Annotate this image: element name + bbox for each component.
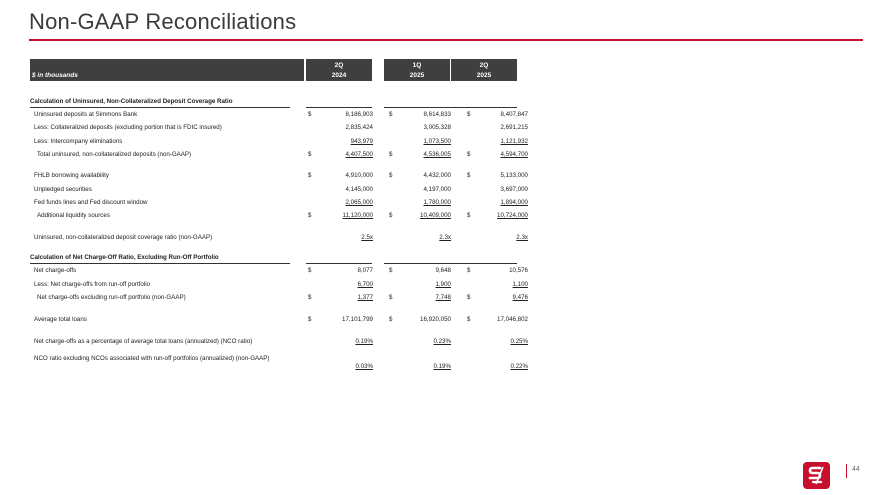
value-cell <box>308 137 373 147</box>
row-label: Net charge-offs excluding run-off portfolio (non-GAAP) <box>37 294 186 301</box>
row-label: Unpledged securities <box>34 186 92 193</box>
currency-symbol: $ <box>389 294 393 301</box>
cell-value: 2,065,000 <box>345 199 373 206</box>
section-underline <box>30 107 290 108</box>
table-row <box>30 315 528 325</box>
currency-symbol: $ <box>389 151 393 158</box>
value-cell <box>389 123 451 133</box>
value-cell <box>308 280 373 290</box>
row-label: Less: Intercompany eliminations <box>34 138 123 145</box>
value-cell <box>389 363 451 373</box>
currency-symbol: $ <box>389 172 393 179</box>
section-title: Calculation of Uninsured, Non-Collateralized Deposit Coverage Ratio <box>30 98 233 105</box>
value-cell <box>389 233 451 243</box>
column-header-quarter: 2Q <box>479 62 489 69</box>
value-cell <box>467 233 528 243</box>
value-cell <box>467 266 528 276</box>
cell-value: 4,536,005 <box>423 151 451 158</box>
currency-symbol: $ <box>308 151 312 158</box>
value-cell <box>308 266 373 276</box>
page-number-divider <box>846 464 847 478</box>
section-underline <box>30 263 290 264</box>
cell-value: 0.22% <box>510 363 528 370</box>
cell-value: 1,073,500 <box>423 138 451 145</box>
value-cell <box>389 211 451 221</box>
value-cell <box>308 293 373 303</box>
table-row <box>30 280 528 290</box>
table-row <box>30 198 528 208</box>
value-cell <box>389 293 451 303</box>
cell-value: 4,910,000 <box>345 172 373 179</box>
currency-symbol: $ <box>467 172 471 179</box>
table-row <box>30 266 528 276</box>
currency-symbol: $ <box>467 316 471 323</box>
currency-symbol: $ <box>308 294 312 301</box>
cell-value: 3,697,000 <box>500 186 528 193</box>
cell-value: 17,046,802 <box>497 316 528 323</box>
value-cell <box>467 280 528 290</box>
value-cell <box>308 150 373 160</box>
value-cell <box>308 315 373 325</box>
section-underline <box>384 107 517 108</box>
table-row <box>30 137 528 147</box>
value-cell <box>467 110 528 120</box>
cell-value: 1,780,000 <box>423 199 451 206</box>
cell-value: 1,894,000 <box>500 199 528 206</box>
section-title-row <box>30 97 518 107</box>
title-divider <box>29 39 863 41</box>
section-title-row <box>30 253 518 263</box>
cell-value: 2,835,424 <box>345 124 373 131</box>
section-underline <box>306 107 372 108</box>
value-cell <box>308 337 373 347</box>
page-title: Non-GAAP Reconciliations <box>29 9 297 34</box>
currency-symbol: $ <box>467 267 471 274</box>
currency-symbol: $ <box>308 212 312 219</box>
column-header-year: 2025 <box>409 72 425 79</box>
value-cell <box>389 171 451 181</box>
value-cell <box>389 266 451 276</box>
value-cell <box>308 110 373 120</box>
value-cell <box>308 123 373 133</box>
section-title: Calculation of Net Charge-Off Ratio, Excluding Run-Off Portfolio <box>30 254 219 261</box>
value-cell <box>389 137 451 147</box>
table-row <box>30 110 528 120</box>
column-header-2q-2025 <box>451 59 517 81</box>
cell-value: 4,432,000 <box>423 172 451 179</box>
cell-value: 1,900 <box>435 281 451 288</box>
cell-value: 8,407,847 <box>500 111 528 118</box>
cell-value: 2.3x <box>439 234 451 241</box>
cell-value: 4,145,000 <box>345 186 373 193</box>
currency-symbol: $ <box>308 111 312 118</box>
table-header-label-cell <box>30 59 304 81</box>
cell-value: 0.25% <box>510 338 528 345</box>
cell-value: 943,979 <box>350 138 373 145</box>
value-cell <box>467 171 528 181</box>
currency-symbol: $ <box>308 267 312 274</box>
currency-symbol: $ <box>389 212 393 219</box>
table-row <box>30 211 528 221</box>
cell-value: 10,409,000 <box>420 212 451 219</box>
row-label: FHLB borrowing availability <box>34 172 109 179</box>
value-cell <box>467 185 528 195</box>
cell-value: 3,005,328 <box>423 124 451 131</box>
cell-value: 0.23% <box>433 338 451 345</box>
cell-value: 2.3x <box>516 234 528 241</box>
column-header-quarter: 1Q <box>412 62 422 69</box>
value-cell <box>308 198 373 208</box>
cell-value: 0.19% <box>433 363 451 370</box>
column-header-year: 2024 <box>331 72 347 79</box>
cell-value: 4,197,000 <box>423 186 451 193</box>
column-header-quarter: 2Q <box>334 62 344 69</box>
value-cell <box>389 315 451 325</box>
cell-value: 8,186,903 <box>345 111 373 118</box>
cell-value: 17,101,799 <box>342 316 373 323</box>
cell-value: 2,691,215 <box>500 124 528 131</box>
row-label: Uninsured deposits at Simmons Bank <box>34 111 138 118</box>
row-label: Average total loans <box>34 316 87 323</box>
currency-symbol: $ <box>467 151 471 158</box>
currency-symbol: $ <box>467 212 471 219</box>
value-cell <box>467 198 528 208</box>
cell-value: 9,476 <box>512 294 528 301</box>
column-header-2q-2024 <box>306 59 372 81</box>
row-label: NCO ratio excluding NCOs associated with run-off portfolios (annualized) (non-GAAP) <box>34 355 270 362</box>
currency-symbol: $ <box>308 316 312 323</box>
row-label: Uninsured, non-collateralized deposit coverage ratio (non-GAAP) <box>34 234 213 241</box>
row-label: Net charge-offs <box>34 267 77 274</box>
value-cell <box>389 185 451 195</box>
row-label: Net charge-offs as a percentage of average total loans (annualized) (NCO ratio) <box>34 338 253 345</box>
column-header-year: 2025 <box>476 72 492 79</box>
table-row <box>30 293 528 303</box>
value-cell <box>389 150 451 160</box>
cell-value: 10,576 <box>509 267 528 274</box>
table-row <box>30 171 528 181</box>
table-row <box>30 185 528 195</box>
value-cell <box>467 337 528 347</box>
currency-symbol: $ <box>389 267 393 274</box>
cell-value: 1,121,932 <box>500 138 528 145</box>
currency-symbol: $ <box>389 111 393 118</box>
table-row <box>30 150 528 160</box>
row-label: Less: Collateralized deposits (excluding portion that is FDIC insured) <box>34 124 222 131</box>
currency-symbol: $ <box>467 111 471 118</box>
value-cell <box>389 198 451 208</box>
value-cell <box>467 315 528 325</box>
value-cell <box>467 123 528 133</box>
cell-value: 10,724,000 <box>497 212 528 219</box>
currency-symbol: $ <box>467 294 471 301</box>
row-label: Fed funds lines and Fed discount window <box>34 199 148 206</box>
value-cell <box>467 363 528 373</box>
value-cell <box>467 211 528 221</box>
row-label: Total uninsured, non-collateralized deposits (non-GAAP) <box>37 151 192 158</box>
cell-value: 0.03% <box>355 363 373 370</box>
cell-value: 8,614,833 <box>423 111 451 118</box>
cell-value: 4,407,500 <box>345 151 373 158</box>
cell-value: 5,133,000 <box>500 172 528 179</box>
currency-symbol: $ <box>308 172 312 179</box>
value-cell <box>389 280 451 290</box>
cell-value: 1,100 <box>512 281 528 288</box>
page-number: 44 <box>852 466 860 473</box>
cell-value: 2.5x <box>361 234 373 241</box>
row-label: Additional liquidity sources <box>37 212 110 219</box>
units-label: $ in thousands <box>32 72 78 79</box>
value-cell <box>308 211 373 221</box>
value-cell <box>308 363 373 373</box>
cell-value: 6,700 <box>357 281 373 288</box>
cell-value: 8,077 <box>357 267 373 274</box>
table-row <box>30 337 528 347</box>
currency-symbol: $ <box>389 316 393 323</box>
cell-value: 7,748 <box>435 294 451 301</box>
table-row <box>30 355 528 373</box>
value-cell <box>467 293 528 303</box>
value-cell <box>467 150 528 160</box>
value-cell <box>308 233 373 243</box>
table-row <box>30 233 528 243</box>
cell-value: 0.19% <box>355 338 373 345</box>
value-cell <box>308 171 373 181</box>
company-logo <box>803 462 830 489</box>
cell-value: 4,594,700 <box>500 151 528 158</box>
row-label: Less: Net charge-offs from run-off portfolio <box>34 281 151 288</box>
cell-value: 1,377 <box>357 294 373 301</box>
cell-value: 16,920,050 <box>420 316 451 323</box>
section-underline <box>384 263 517 264</box>
column-header-1q-2025 <box>384 59 450 81</box>
table-row <box>30 123 528 133</box>
cell-value: 9,648 <box>435 267 451 274</box>
value-cell <box>308 185 373 195</box>
cell-value: 11,120,000 <box>342 212 373 219</box>
value-cell <box>467 137 528 147</box>
value-cell <box>389 337 451 347</box>
value-cell <box>389 110 451 120</box>
simmons-logo-icon <box>803 462 830 489</box>
section-underline <box>306 263 372 264</box>
